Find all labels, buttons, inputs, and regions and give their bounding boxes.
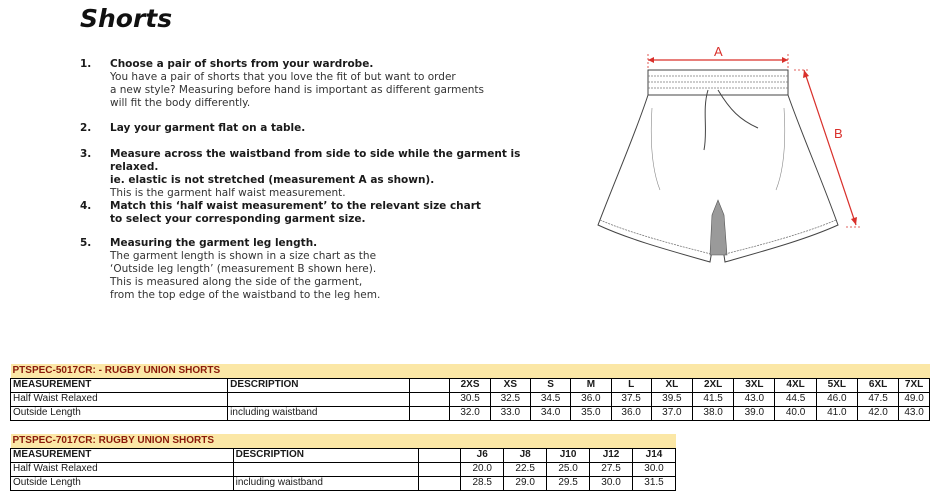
value-cell: 30.5 [450,392,490,406]
size-header: 3XL [734,378,775,392]
size-header: J10 [547,448,590,462]
step-line: will fit the body differently. [110,97,251,109]
step-line: You have a pair of shorts that you love the fit of but want to order [110,71,456,83]
size-header: J14 [633,448,676,462]
step-number: 4. [80,200,92,212]
size-header: 5XL [816,378,857,392]
value-cell: 32.5 [490,392,530,406]
value-cell: 35.0 [571,406,611,420]
value-cell: 31.5 [633,476,676,490]
value-cell: 36.0 [571,392,611,406]
value-cell: 46.0 [816,392,857,406]
row-measurement: Half Waist Relaxed [11,392,228,406]
value-cell: 44.5 [775,392,816,406]
step-line: This is measured along the side of the garment, [110,276,363,288]
step-heading: Lay your garment flat on a table. [110,122,306,134]
spacer-cell [419,476,461,490]
table-title: PTSPEC-7017CR: RUGBY UNION SHORTS [11,434,676,448]
value-cell: 25.0 [547,462,590,476]
row-description [233,462,419,476]
step-heading: Measuring the garment leg length. [110,237,318,249]
value-cell: 43.0 [734,392,775,406]
spacer-cell [410,392,450,406]
value-cell: 43.0 [899,406,930,420]
size-chart-junior [10,434,676,491]
value-cell: 37.0 [651,406,692,420]
step-line: from the top edge of the waistband to the leg hem. [110,289,381,301]
step-number: 2. [80,122,92,134]
value-cell: 47.5 [857,392,898,406]
spacer-cell [419,448,461,462]
header-measurement: MEASUREMENT [11,378,228,392]
spacer-cell [419,462,461,476]
row-measurement: Half Waist Relaxed [11,462,234,476]
value-cell: 34.5 [530,392,570,406]
size-header: M [571,378,611,392]
step-number: 1. [80,58,92,70]
step-line: The garment length is shown in a size chart as the [110,250,377,262]
value-cell: 20.0 [461,462,504,476]
step-heading: Match this ‘half waist measurement’ to the relevant size chart [110,200,481,212]
value-cell: 39.5 [651,392,692,406]
step-heading-2: to select your corresponding garment size. [110,213,366,225]
spacer-cell [410,406,450,420]
table-title-row [11,434,676,448]
value-cell: 32.0 [450,406,490,420]
value-cell: 40.0 [775,406,816,420]
table-header-row [11,378,930,392]
value-cell: 49.0 [899,392,930,406]
step-heading-2: ie. elastic is not stretched (measurement A as shown). [110,174,435,186]
size-chart-adult [10,364,930,421]
size-header: L [611,378,651,392]
table-header-row [11,448,676,462]
measure-b-label: B [834,126,843,141]
shorts-diagram [590,40,880,275]
page-title: Shorts [80,4,173,33]
size-header: 4XL [775,378,816,392]
row-measurement: Outside Length [11,476,234,490]
value-cell: 27.5 [590,462,633,476]
table-row [11,392,930,406]
value-cell: 22.5 [504,462,547,476]
table-row [11,462,676,476]
size-header: S [530,378,570,392]
step-number: 5. [80,237,92,249]
value-cell: 42.0 [857,406,898,420]
size-header: XL [651,378,692,392]
step-number: 3. [80,148,92,160]
value-cell: 33.0 [490,406,530,420]
value-cell: 37.5 [611,392,651,406]
step-line: a new style? Measuring before hand is important as different garments [110,84,485,96]
header-description: DESCRIPTION [233,448,419,462]
value-cell: 30.0 [590,476,633,490]
size-header: J12 [590,448,633,462]
table-row [11,476,676,490]
row-description [228,392,410,406]
header-description: DESCRIPTION [228,378,410,392]
row-description: including waistband [228,406,410,420]
value-cell: 41.0 [816,406,857,420]
row-description: including waistband [233,476,419,490]
value-cell: 36.0 [611,406,651,420]
value-cell: 39.0 [734,406,775,420]
size-header: XS [490,378,530,392]
size-header: 6XL [857,378,898,392]
table-title: PTSPEC-5017CR: - RUGBY UNION SHORTS [11,364,930,378]
size-header: J6 [461,448,504,462]
spacer-cell [410,378,450,392]
table-title-row [11,364,930,378]
value-cell: 28.5 [461,476,504,490]
size-header: J8 [504,448,547,462]
step-line: ‘Outside leg length’ (measurement B shown here). [110,263,377,275]
step-line: This is the garment half waist measurement. [110,187,346,199]
header-measurement: MEASUREMENT [11,448,234,462]
measure-a-label: A [714,44,723,59]
size-header: 7XL [899,378,930,392]
step-heading: Measure across the waistband from side to side while the garment is relaxed. [110,148,521,173]
step-heading: Choose a pair of shorts from your wardrobe. [110,58,374,70]
value-cell: 34.0 [530,406,570,420]
waistband [648,70,788,95]
size-header: 2XL [693,378,734,392]
value-cell: 38.0 [693,406,734,420]
value-cell: 30.0 [633,462,676,476]
size-header: 2XS [450,378,490,392]
value-cell: 29.0 [504,476,547,490]
table-row [11,406,930,420]
value-cell: 29.5 [547,476,590,490]
value-cell: 41.5 [693,392,734,406]
row-measurement: Outside Length [11,406,228,420]
